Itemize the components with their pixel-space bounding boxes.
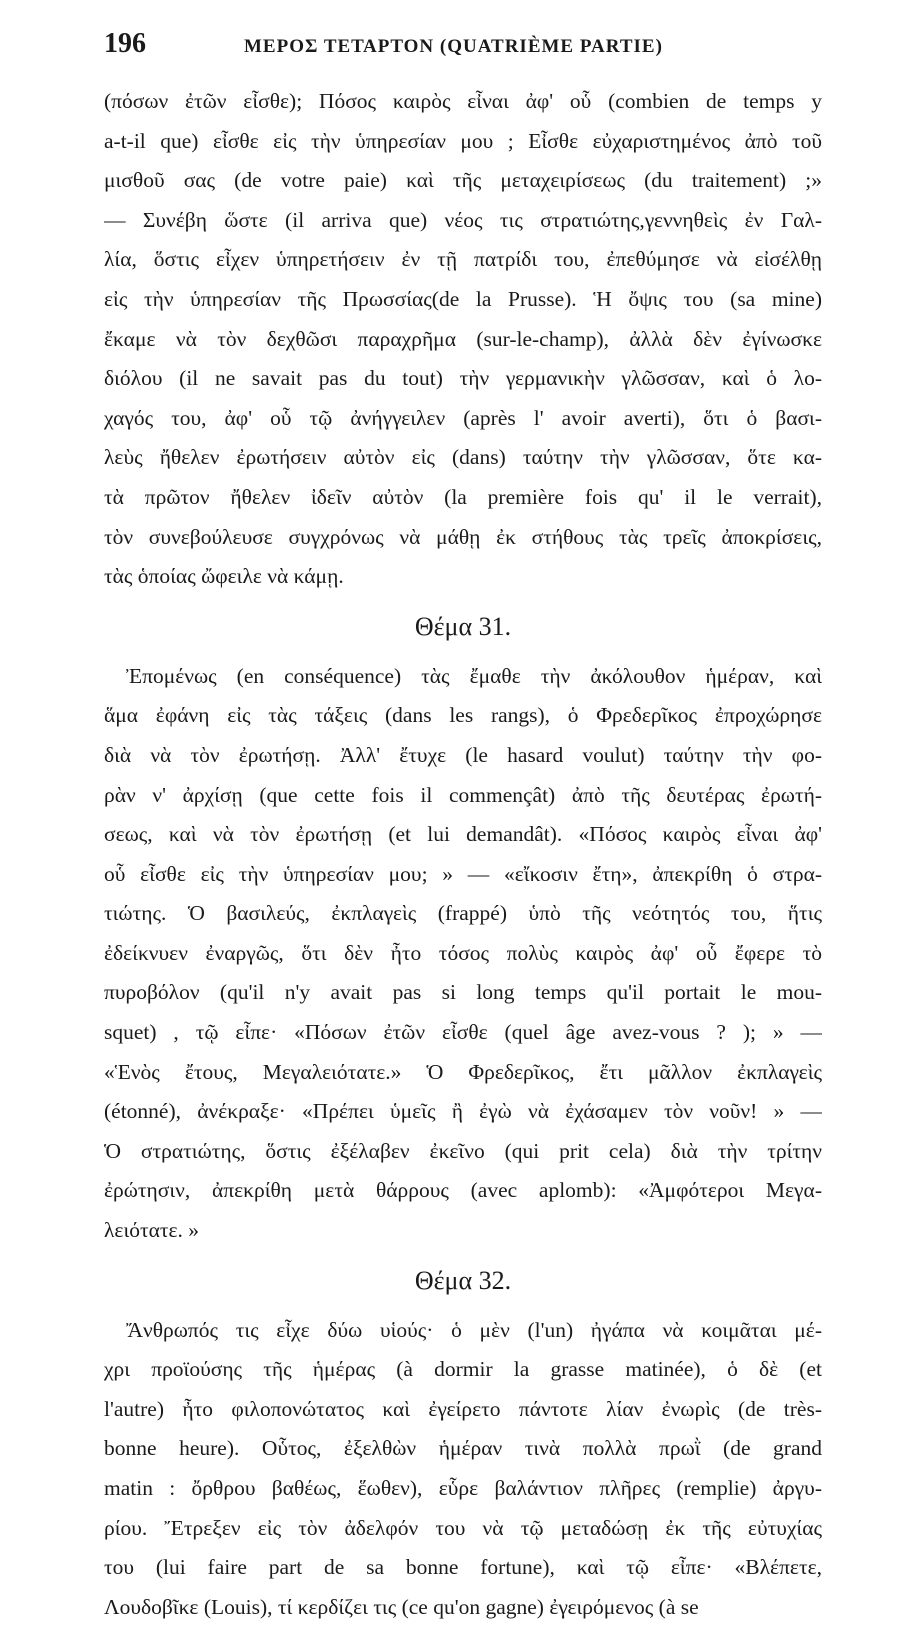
text-line: ἐρώτησιν, ἀπεκρίθη μετὰ θάρρους (avec aplomb): «Ἀμφότεροι Μεγα-: [104, 1178, 822, 1203]
text-line: ἅμα ἐφάνη εἰς τὰς τάξεις (dans les rangs), ὁ Φρεδερῖκος ἐπροχώρησε: [104, 703, 822, 728]
text-line: — Συνέβη ὥστε (il arriva que) νέος τις στρατιώτης,γεννηθεὶς ἐν Γαλ-: [104, 207, 822, 232]
text-line: Ὁ στρατιώτης, ὅστις ἐξέλαβεν ἐκεῖνο (qui prit cela) διὰ τὴν τρίτην: [104, 1138, 822, 1163]
text-line: εἰς τὴν ὑπηρεσίαν τῆς Πρωσσίας(de la Prusse). Ἡ ὄψις του (sa mine): [104, 286, 822, 311]
text-line: μισθοῦ σας (de votre paie) καὶ τῆς μεταχειρίσεως (du traitement) ;»: [104, 168, 822, 193]
text-line: bonne heure). Οὗτος, ἐξελθὼν ἡμέραν τινὰ πολλὰ πρωῒ (de grand: [104, 1436, 822, 1461]
book-page: [104, 28, 822, 1627]
text-line: a-t-il que) εἶσθε εἰς τὴν ὑπηρεσίαν μου ; Εἶσθε εὐχαριστημένος ἀπὸ τοῦ: [104, 128, 822, 153]
text-line: Ἐπομένως (en conséquence) τὰς ἔμαθε τὴν ἀκόλουθον ἡμέραν, καὶ: [126, 663, 822, 688]
text-line: λεὺς ἤθελεν ἐρωτήσειν αὐτὸν εἰς (dans) ταύτην τὴν γλῶσσαν, ὅτε κα-: [104, 445, 822, 470]
text-line: λειότατε. »: [104, 1218, 200, 1243]
text-line: ρὰν ν' ἀρχίσῃ (que cette fois il commençât) ἀπὸ τῆς δευτέρας ἐρωτή-: [104, 782, 822, 807]
text-line: χρι προϊούσης τῆς ἡμέρας (à dormir la grasse matinée), ὁ δὲ (et: [104, 1357, 822, 1382]
text-line: οὗ εἶσθε εἰς τὴν ὑπηρεσίαν μου; » — «εἴκοσιν ἔτη», ἀπεκρίθη ὁ στρα-: [104, 861, 822, 886]
text-line: τὰ πρῶτον ἤθελεν ἰδεῖν αὐτὸν (la première fois qu' il le verrait),: [104, 484, 822, 509]
text-line: «Ἑνὸς ἔτους, Μεγαλειότατε.» Ὁ Φρεδερῖκος, ἔτι μᾶλλον ἐκπλαγεὶς: [104, 1059, 822, 1084]
text-line: Ἄνθρωπός τις εἶχε δύω υἱούς· ὁ μὲν (l'un) ἠγάπα νὰ κοιμᾶται μέ-: [126, 1317, 822, 1342]
text-line: τὸν συνεβούλευσε συγχρόνως νὰ μάθῃ ἐκ στήθους τὰς τρεῖς ἀποκρίσεις,: [104, 524, 822, 549]
paragraph: [104, 1311, 822, 1627]
text-line: τιώτης. Ὁ βασιλεύς, ἐκπλαγεὶς (frappé) ὑπὸ τῆς νεότητός του, ἥτις: [104, 901, 822, 926]
text-line: ἔκαμε νὰ τὸν δεχθῶσι παραχρῆμα (sur-le-champ), ἀλλὰ δὲν ἐγίνωσκε: [104, 326, 822, 351]
text-line: χαγός του, ἀφ' οὗ τῷ ἀνήγγειλεν (après l' avoir averti), ὅτι ὁ βασι-: [104, 405, 822, 430]
paragraph: [104, 82, 822, 597]
text-line: Λουδοβῖκε (Louis), τί κερδίζει τις (ce qu'on gagne) ἐγειρόμενος (à se: [104, 1594, 699, 1619]
text-line: του (lui faire part de sa bonne fortune), καὶ τῷ εἶπε· «Βλέπετε,: [104, 1555, 822, 1580]
text-line: matin : ὄρθρου βαθέως, ἕωθεν), εὗρε βαλάντιον πλῆρες (remplie) ἀργυ-: [104, 1476, 822, 1500]
text-line: πυροβόλον (qu'il n'y avait pas si long temps qu'il portait le mou-: [104, 980, 822, 1005]
running-head: ΜΕΡΟΣ ΤΕΤΑΡΤΟΝ (QUATRIÈME PARTIE): [244, 36, 663, 57]
text-line: λία, ὅστις εἶχεν ὑπηρετήσειν ἐν τῇ πατρίδι του, ἐπεθύμησε νὰ εἰσέλθῃ: [104, 247, 822, 272]
text-line: τὰς ὁποίας ὤφειλε νὰ κάμῃ.: [104, 564, 344, 589]
text-line: (étonné), ἀνέκραξε· «Πρέπει ὑμεῖς ἢ ἐγὼ νὰ ἐχάσαμεν τὸν νοῦν! » —: [104, 1099, 822, 1124]
text-line: ἐδείκνυεν ἐναργῶς, ὅτι δὲν ἦτο τόσος πολὺς καιρὸς ἀφ' οὗ ἔφερε τὸ: [104, 940, 822, 965]
text-line: διόλου (il ne savait pas du tout) τὴν γερμανικὴν γλῶσσαν, καὶ ὁ λο-: [104, 366, 822, 391]
page-header: [104, 28, 822, 68]
text-line: l'autre) ἦτο φιλοπονώτατος καὶ ἐγείρετο πάντοτε λίαν ἐνωρὶς (de très-: [104, 1396, 822, 1421]
text-line: διὰ νὰ τὸν ἐρωτήσῃ. Ἀλλ' ἔτυχε (le hasard voulut) ταύτην τὴν φο-: [104, 742, 822, 767]
text-line: squet) , τῷ εἶπε· «Πόσων ἐτῶν εἶσθε (quel âge avez-vous ? ); » —: [104, 1020, 822, 1045]
body-text: [104, 82, 822, 1627]
text-line: ρίου. Ἔτρεξεν εἰς τὸν ἀδελφόν του νὰ τῷ μεταδώσῃ ἐκ τῆς εὐτυχίας: [104, 1515, 822, 1540]
paragraph: [104, 657, 822, 1251]
section-title: Θέμα 31.: [414, 611, 512, 641]
text-line: (πόσων ἐτῶν εἶσθε); Πόσος καιρὸς εἶναι ἀφ' οὗ (combien de temps y: [104, 89, 822, 113]
text-line: σεως, καὶ νὰ τὸν ἐρωτήσῃ (et lui demandât). «Πόσος καιρὸς εἶναι ἀφ': [104, 822, 822, 847]
page-number: 196: [104, 28, 146, 59]
section-title: Θέμα 32.: [414, 1265, 512, 1295]
